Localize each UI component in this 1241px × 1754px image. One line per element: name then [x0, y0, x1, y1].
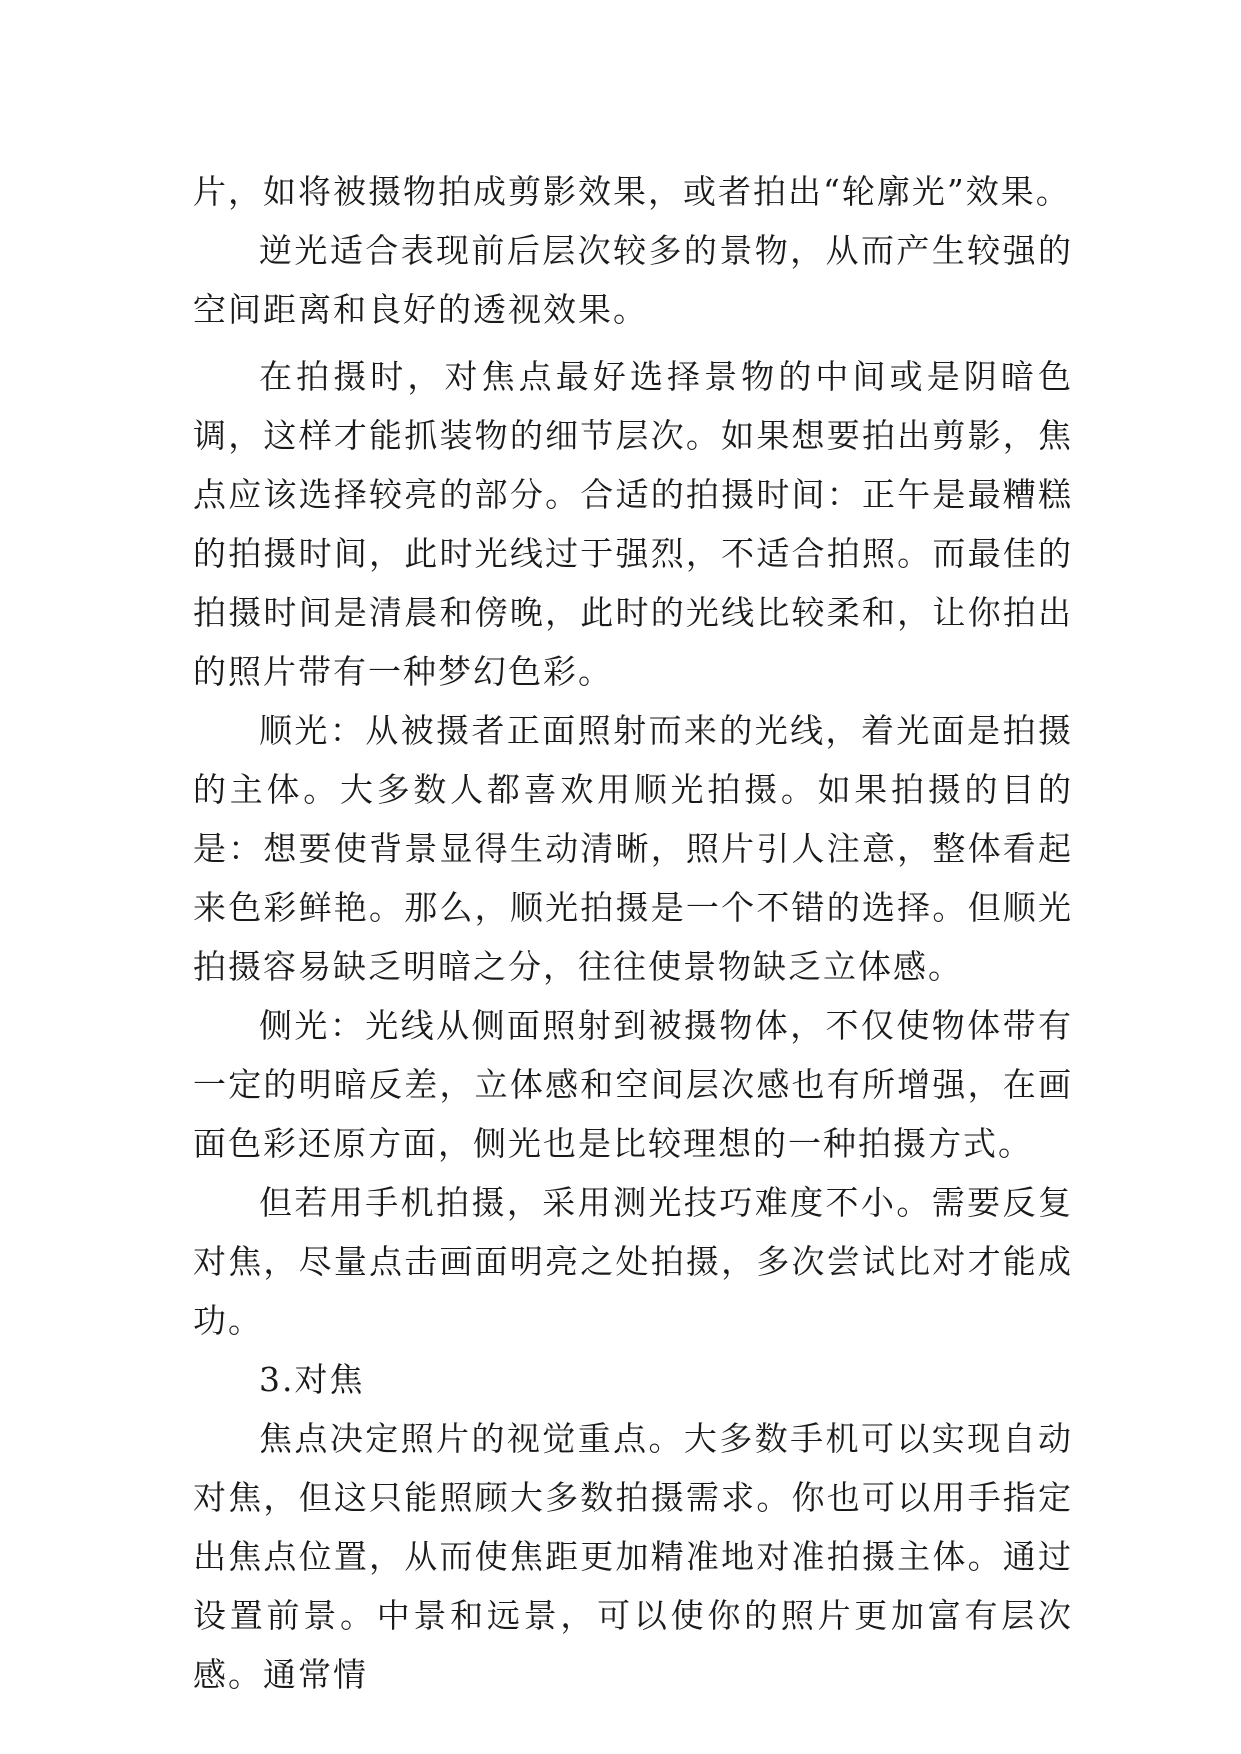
section-heading-focus: 3.对焦 — [259, 1360, 365, 1399]
paragraph-focus: 焦点决定照片的视觉重点。大多数手机可以实现自动对焦，但这只能照顾大多数拍摄需求。你也可以用手指定出焦点位置，从而使焦距更加精准地对准拍摄主体。通过设置前景。中景和远景，可以使你的照片更加富有层次感。通常情 — [193, 1419, 1073, 1694]
paragraph-continuation: 片，如将被摄物拍成剪影效果，或者拍出“轮廓光”效果。 — [193, 172, 1071, 211]
document-body — [193, 162, 1073, 1704]
paragraph-side-light: 侧光：光线从侧面照射到被摄物体，不仅使物体带有一定的明暗反差，立体感和空间层次感也有所增强，在画面色彩还原方面，侧光也是比较理想的一种拍摄方式。 — [193, 1006, 1073, 1163]
paragraph-shooting-time: 在拍摄时，对焦点最好选择景物的中间或是阴暗色调，这样才能抓装物的细节层次。如果想要拍出剪影，焦点应该选择较亮的部分。合适的拍摄时间：正午是最糟糕的拍摄时间，此时光线过于强烈，不适合拍照。而最佳的拍摄时间是清晨和傍晚，此时的光线比较柔和，让你拍出的照片带有一种梦幻色彩。 — [193, 357, 1073, 691]
paragraph-backlight: 逆光适合表现前后层次较多的景物，从而产生较强的空间距离和良好的透视效果。 — [193, 231, 1073, 329]
paragraph-front-light: 顺光：从被摄者正面照射而来的光线，着光面是拍摄的主体。大多数人都喜欢用顺光拍摄。如果拍摄的目的是：想要使背景显得生动清晰，照片引人注意，整体看起来色彩鲜艳。那么，顺光拍摄是一个不错的选择。但顺光拍摄容易缺乏明暗之分，往往使景物缺乏立体感。 — [193, 711, 1073, 986]
paragraph-phone-metering: 但若用手机拍摄，采用测光技巧难度不小。需要反复对焦，尽量点击画面明亮之处拍摄，多次尝试比对才能成功。 — [193, 1183, 1073, 1340]
